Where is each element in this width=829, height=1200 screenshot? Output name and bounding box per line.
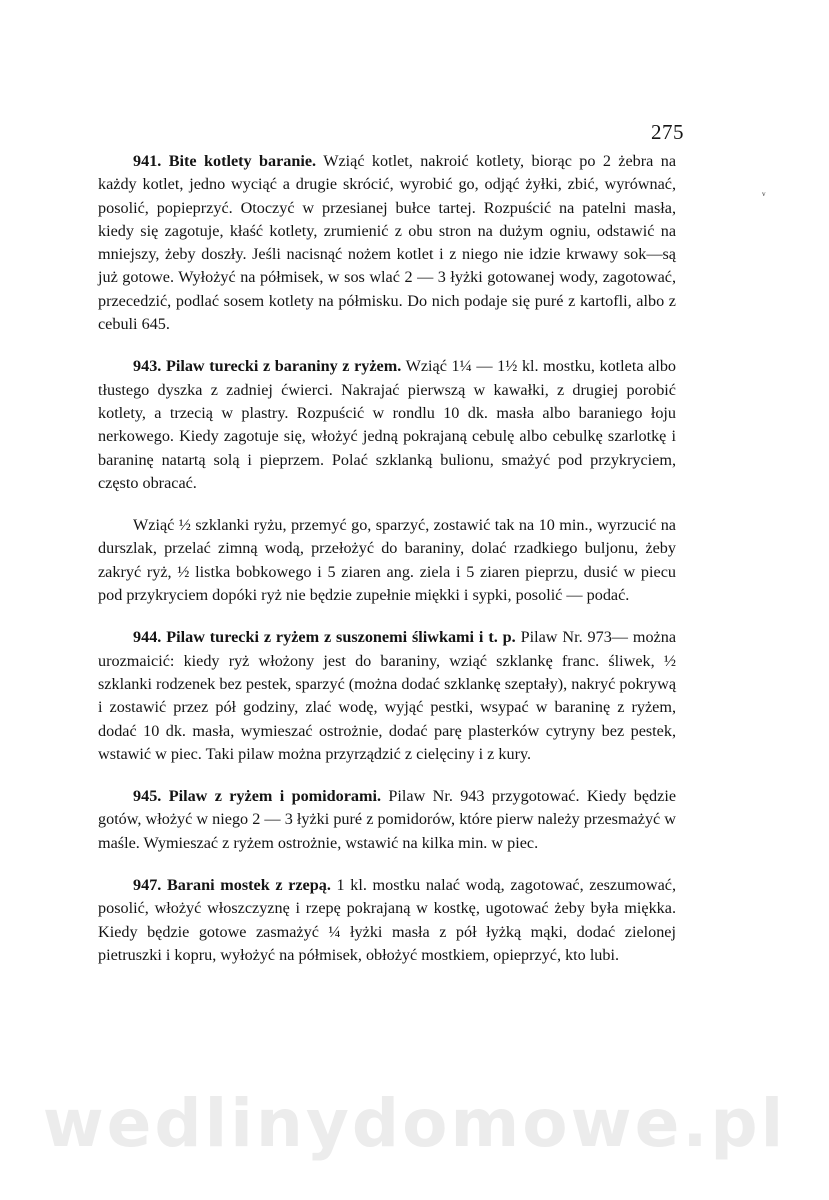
recipe-941 [98, 150, 676, 336]
recipe-title: Bite kotlety baranie. [168, 152, 317, 170]
recipe-body: Wziąć ½ szklanki ryżu, przemyć go, sparzyć, zostawić tak na 10 min., wyrzucić na durszlak, przelać zimną wodą, przełożyć do baraniny, dolać rzadkiego buljonu, żeby zakryć ryż, ½ listka bobkowego i 5 ziaren ang. ziela i 5 ziaren pieprzu, dusić w piecu pod przykryciem dopóki ryż nie będzie zupełnie miękki i sypki, posolić — podać. [98, 516, 676, 605]
recipe-text-block [98, 150, 676, 986]
recipe-943-continued [98, 514, 676, 607]
recipe-body: 1 kl. mostku nalać wodą, zagotować, zeszumować, posolić, włożyć włoszczyznę i rzepę pokrajaną w kostkę, ugotować żeby była miękka. Kiedy będzie gotowe zasmażyć ¼ łyżki masła z pół łyżką mąki, dodać zielonej pietruszki i kopru, wyłożyć na półmisek, obłożyć mostkiem, opieprzyć, kto lubi. [98, 876, 676, 964]
recipe-title: Pilaw turecki z ryżem z suszonemi śliwkami i t. p. [166, 628, 516, 647]
recipe-title: Barani mostek z rzepą. [166, 876, 331, 895]
page-number: 275 [651, 120, 684, 144]
recipe-number: 944. [133, 628, 162, 647]
recipe-body: Pilaw Nr. 943 przygotować. Kiedy będzie gotów, włożyć w niego 2 — 3 łyżki puré z pomidorów, które pierw należy przesmażyć w maśle. Wymieszać z ryżem ostrożnie, wstawić na kilka min. w piec. [98, 787, 677, 852]
recipe-body: Wziąć 1¼ — 1½ kl. mostku, kotleta albo tłustego dyszka z zadniej ćwierci. Nakrajać pierwszą w kawałki, z drugiej porobić kotlety, a trzecią w plastry. Rozpuścić w rondlu 10 dk. masła albo baraniego łoju nerkowego. Kiedy zagotuje się, włożyć jedną pokrajaną cebulę albo cebulkę szarlotkę i baraninę natartą solą i pieprzem. Polać szklanką bulionu, smażyć pod przykryciem, często obracać. [98, 357, 677, 492]
recipe-947 [98, 874, 676, 967]
recipe-number: 945. [133, 787, 162, 806]
recipe-body: Pilaw Nr. 973— można urozmaicić: kiedy ryż włożony jest do baraniny, wziąć szklankę franc. śliwek, ½ szklanki rodzenek bez pestek, sparzyć (można dodać szklankę szeptały), nakryć pokrywą i zostawić przez pół godziny, zlać wodę, wyjąć pestki, wsypać w baraninę z ryżem, dodać 10 dk. masła, wymieszać ostrożnie, dodać parę plasterków cytryny bez pestek, wstawić w piec. Taki pilaw można przyrządzić z cielęciny i z kury. [98, 628, 677, 763]
recipe-number: 943. [133, 357, 162, 376]
recipe-number: 947. [133, 876, 162, 895]
recipe-title: Pilaw z ryżem i pomidorami. [168, 787, 382, 806]
recipe-body: Wziąć kotlet, nakroić kotlety, biorąc po 2 żebra na każdy kotlet, jedno wyciąć a drugie skrócić, wyrobić go, odjąć żyłki, zbić, wyrównać, posolić, popieprzyć. Otoczyć w przesianej bułce tartej. Rozpuścić na patelni masła, kiedy się zagotuje, kłaść kotlety, zrumienić z obu stron na dużym ogniu, odstawić na mniejszy, żeby doszły. Jeśli nacisnąć nożem kotlet i z niego nie idzie krwawy sok—są już gotowe. Wyłożyć na półmisek, w sos wlać 2 — 3 łyżki gotowanej wody, zagotować, przecedzić, podlać sosem kotlety na półmisku. Do nich podaje się puré z kartofli, albo z cebuli 645. [98, 152, 677, 334]
recipe-944 [98, 626, 676, 766]
stray-mark: ᵥ [762, 184, 766, 198]
recipe-number: 941. [133, 152, 162, 170]
recipe-945 [98, 785, 676, 855]
watermark: wedlinydomowe.pl [42, 1085, 787, 1162]
recipe-title: Pilaw turecki z baraniny z ryżem. [165, 357, 402, 376]
recipe-943 [98, 355, 676, 495]
